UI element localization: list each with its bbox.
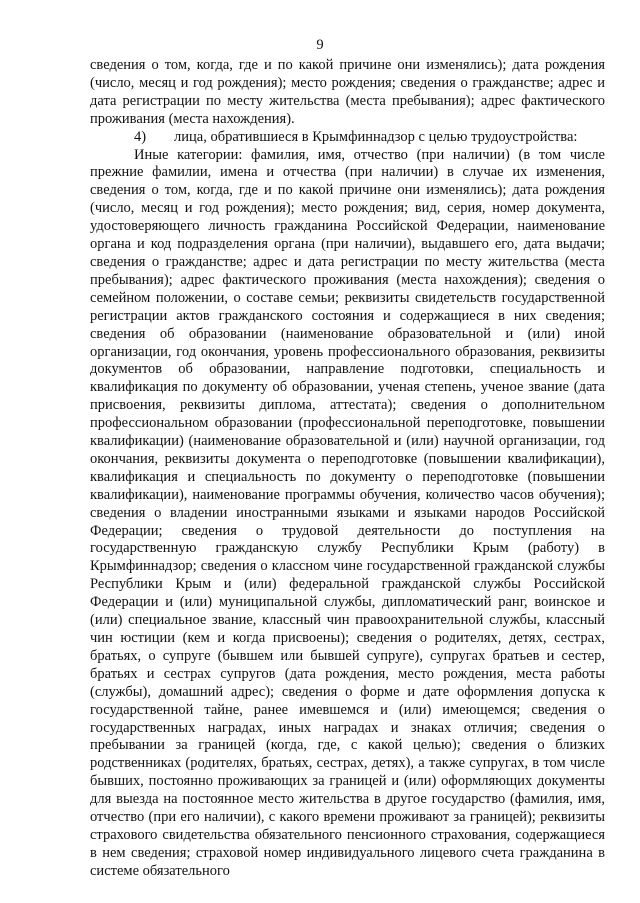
list-item-text: лица, обратившиеся в Крымфиннадзор с целью трудоустройства:	[174, 128, 578, 145]
paragraph-continuation: сведения о том, когда, где и по какой причине они изменялись); дата рождения (число, месяц и год рождения); место рождения; сведения о гражданстве; адрес и дата регистрации по месту жительства (места пребывания); адрес фактического проживания (места нахождения).	[90, 57, 605, 127]
list-item-number: 4)	[134, 128, 147, 145]
paragraph-other-categories: Иные категории: фамилия, имя, отчество (при наличии) (в том числе прежние фамилии, имена и отчества (при наличии) в случае их изменения, сведения о том, когда, где и по какой причине они изменялись); дата рождения (число, месяц и год рождения); место рождения; вид, серия, номер документа, удостоверяющего личность гражданина Российской Федерации, наименование органа и код подразделения органа (при наличии), выдавшего его, дата выдачи; сведения о гражданстве; адрес и дата регистрации по месту жительства (места пребывания); адрес фактического проживания (места нахождения); сведения о семейном положении, о составе семьи; реквизиты свидетельств государственной регистрации актов гражданского состояния и содержащиеся в них сведения; сведения об образовании (наименование образовательной и (или) иной организации, год окончания, уровень профессионального образования, реквизиты документов об образовании, направление подготовки, специальность и квалификация по документу об образовании, ученая степень, ученое звание (дата присвоения, реквизиты диплома, аттестата); сведения о дополнительном профессиональном образовании (профессиональной переподготовке, повышении квалификации) (наименование образовательной и (или) научной организации, год окончания, реквизиты документа о переподготовке (повышении квалификации), квалификация и специальность по документу о переподготовке (повышении квалификации), наименование программы обучения, количество часов обучения); сведения о владении иностранными языками и языками народов Российской Федерации; сведения о трудовой деятельности до поступления на государственную гражданскую службу Республики Крым (работу) в Крымфиннадзор; сведения о классном чине государственной гражданской службы Республики Крым и (или) федеральной гражданской службы Российской Федерации и (или) муниципальной службы, дипломатический ранг, воинское и (или) специальное звание, классный чин правоохранительной службы, классный чин юстиции (кем и когда присвоены); сведения о родителях, детях, сестрах, братьях, о супруге (бывшем или бывшей супруге), супругах братьев и сестер, братьях и сестрах супругов (дата рождения, место рождения, места работы (службы), домашний адрес); сведения о форме и дате оформления допуска к государственной тайне, ранее имевшемся и (или) имеющемся; сведения о государственных наградах, иных наградах и знаках отличия; сведения о пребывании за границей (когда, где, с какой целью); сведения о близких родственниках (родителях, братьях, сестрах, детях), а также супругах, в том числе бывших, постоянно проживающих за границей и (или) оформляющих документы для выезда на постоянное место жительства в другое государство (фамилия, имя, отчество (при его наличии), с какого времени проживают за границей); реквизиты страхового свидетельства обязательного пенсионного страхования, содержащиеся в нем сведения; страховой номер индивидуального лицевого счета гражданина в системе обязательного	[90, 146, 605, 879]
list-item-4	[90, 129, 605, 147]
page-number: 9	[316, 37, 324, 53]
document-body	[90, 57, 605, 881]
